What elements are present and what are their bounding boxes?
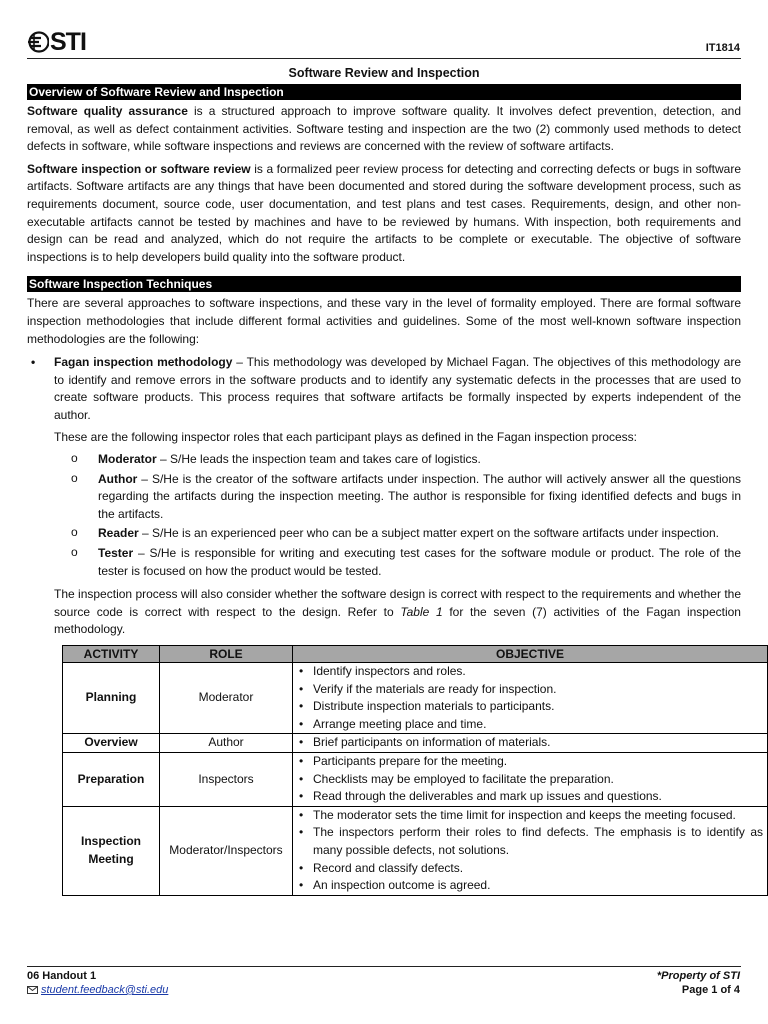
- page-number: Page 1 of 4: [681, 984, 740, 996]
- role-desc: – S/He is responsible for writing and executing test cases for the software module or product. The role of the tester is focused on how the product would be tested.: [98, 546, 741, 578]
- document-body: [27, 84, 763, 896]
- table-row: [63, 734, 768, 753]
- table-row: [63, 806, 768, 895]
- role-name: Tester: [98, 546, 134, 561]
- footer-right: [657, 969, 740, 997]
- role-item: [71, 451, 741, 469]
- objective-item: • Distribute inspection materials to participants.: [297, 698, 763, 716]
- objective-item: • Record and classify defects.: [297, 860, 763, 878]
- paragraph-text: for the seven (7) activities of the Fagan inspection methodology.: [54, 604, 741, 637]
- role-name: Author: [98, 471, 138, 486]
- roles-intro: These are the following inspector roles that each participant plays as defined in the Fagan inspection process:: [54, 429, 638, 444]
- paragraph-sqa: [27, 103, 741, 156]
- table-row: [63, 753, 768, 807]
- table-row: [63, 663, 768, 734]
- objective-cell: [293, 663, 768, 734]
- objective-item: • Brief participants on information of materials.: [297, 734, 763, 752]
- paragraph-text: is a structured approach to improve software quality. It involves defect prevention, detection, and removal, as well as defect containment activities. Software testing and inspection are the two (2) commonly used methods to detect defects in software, while software inspections and reviews are concerned with the review of software artifacts.: [27, 104, 741, 154]
- list-item-fagan: [27, 354, 741, 424]
- footer-divider: [27, 966, 741, 967]
- section-heading-techniques: Software Inspection Techniques: [27, 276, 741, 292]
- role-desc: – S/He is an experienced peer who can be a subject matter expert on the software artifacts under inspection.: [138, 526, 720, 541]
- objective-item: • Verify if the materials are ready for inspection.: [297, 681, 763, 699]
- role-desc: – S/He is the creator of the software artifacts under inspection. The author will actively answer all the questions regarding the artifacts during the inspection meeting. The author is responsible for fixing identified defects and bugs in the artifacts.: [98, 471, 741, 521]
- activity-cell: Planning: [63, 663, 160, 734]
- term-inspection: Software inspection or software review: [27, 161, 251, 176]
- objective-item: • Checklists may be employed to facilitate the preparation.: [297, 771, 763, 789]
- objective-item: • An inspection outcome is agreed.: [297, 877, 763, 895]
- table-reference: Table 1: [400, 604, 443, 619]
- paragraph-text: The inspection process will also consider whether the software design is correct with respect to the requirements and whether the source code is correct with respect to the design. Refer to: [54, 587, 741, 619]
- term-sqa: Software quality assurance: [27, 104, 188, 118]
- sti-logo: [27, 30, 86, 54]
- feedback-email-link[interactable]: student.feedback@sti.edu: [41, 984, 169, 996]
- objective-item: • The inspectors perform their roles to find defects. The emphasis is to identify as many possible defects, not solutions.: [297, 824, 763, 859]
- activity-cell: Overview: [63, 734, 160, 753]
- objective-item: • Identify inspectors and roles.: [297, 663, 763, 681]
- paragraph-closing: [54, 586, 741, 639]
- roles-list: [27, 451, 741, 580]
- methodology-list: [27, 354, 741, 424]
- term-fagan: Fagan inspection methodology: [54, 355, 233, 370]
- footer-email-line: [27, 983, 168, 997]
- paragraph-text: is a formalized peer review process for detecting and correcting defects or bugs in software artifacts. Software artifacts are any things that have been documented and stored during the software development process, such as requirements document, source code, user documentation, and test plans and test cases. Requirements, design, and other non-executable artifacts cannot be tested by machines and have to be reviewed by humans. With inspection, both requirements and design can be read and analyzed, which do not require the artifacts to be complete or executable. The objective of software inspections is to help developers build quality into the software product.: [27, 161, 742, 264]
- role-cell: Inspectors: [160, 753, 293, 807]
- role-cell: Moderator/Inspectors: [160, 806, 293, 895]
- section-heading-overview: Overview of Software Review and Inspection: [27, 84, 741, 100]
- paragraph-inspection: [27, 161, 741, 267]
- role-item: [71, 471, 741, 524]
- role-name: Moderator: [98, 452, 157, 467]
- objective-cell: [293, 734, 768, 753]
- activity-cell: Preparation: [63, 753, 160, 807]
- objective-item: • Read through the deliverables and mark up issues and questions.: [297, 788, 763, 806]
- objective-item: • Arrange meeting place and time.: [297, 716, 763, 734]
- table-header-row: [63, 646, 768, 663]
- header-divider: [27, 58, 741, 59]
- activities-table: [62, 645, 768, 896]
- paragraph-text: – This methodology was developed by Michael Fagan. The objectives of this methodology are to identify and remove errors in the software products and to identify any systematic defects in the processes that are used to create software products. This process requires that software artifacts be formally inspected by experts independent of the author.: [54, 355, 741, 422]
- role-desc: – S/He leads the inspection team and takes care of logistics.: [156, 452, 481, 467]
- document-title: Software Review and Inspection: [288, 66, 480, 80]
- sti-logo-icon: [27, 30, 49, 54]
- property-notice: *Property of STI: [656, 970, 740, 982]
- paragraph-techniques-intro: There are several approaches to software inspections, and these vary in the level of formality employed. There are formal software inspection methodologies that include different formal activities and guidelines. Some of the most well-known software inspection methodologies are the following:: [27, 296, 741, 346]
- column-header-activity: ACTIVITY: [63, 646, 160, 663]
- objective-cell: [293, 806, 768, 895]
- role-item: [71, 525, 741, 543]
- activity-cell: Inspection Meeting: [63, 806, 160, 895]
- role-name: Reader: [98, 526, 139, 541]
- logo-text: STI: [50, 28, 86, 56]
- role-cell: Author: [160, 734, 293, 753]
- mail-icon: [27, 986, 38, 994]
- objective-cell: [293, 753, 768, 807]
- footer-left: [27, 969, 168, 997]
- column-header-role: ROLE: [160, 646, 293, 663]
- role-item: [71, 545, 741, 580]
- column-header-objective: OBJECTIVE: [293, 646, 768, 663]
- document-code: IT1814: [705, 42, 740, 54]
- objective-item: • Participants prepare for the meeting.: [297, 753, 763, 771]
- role-cell: Moderator: [160, 663, 293, 734]
- handout-label: 06 Handout 1: [27, 970, 97, 982]
- objective-item: • The moderator sets the time limit for inspection and keeps the meeting focused.: [297, 807, 763, 825]
